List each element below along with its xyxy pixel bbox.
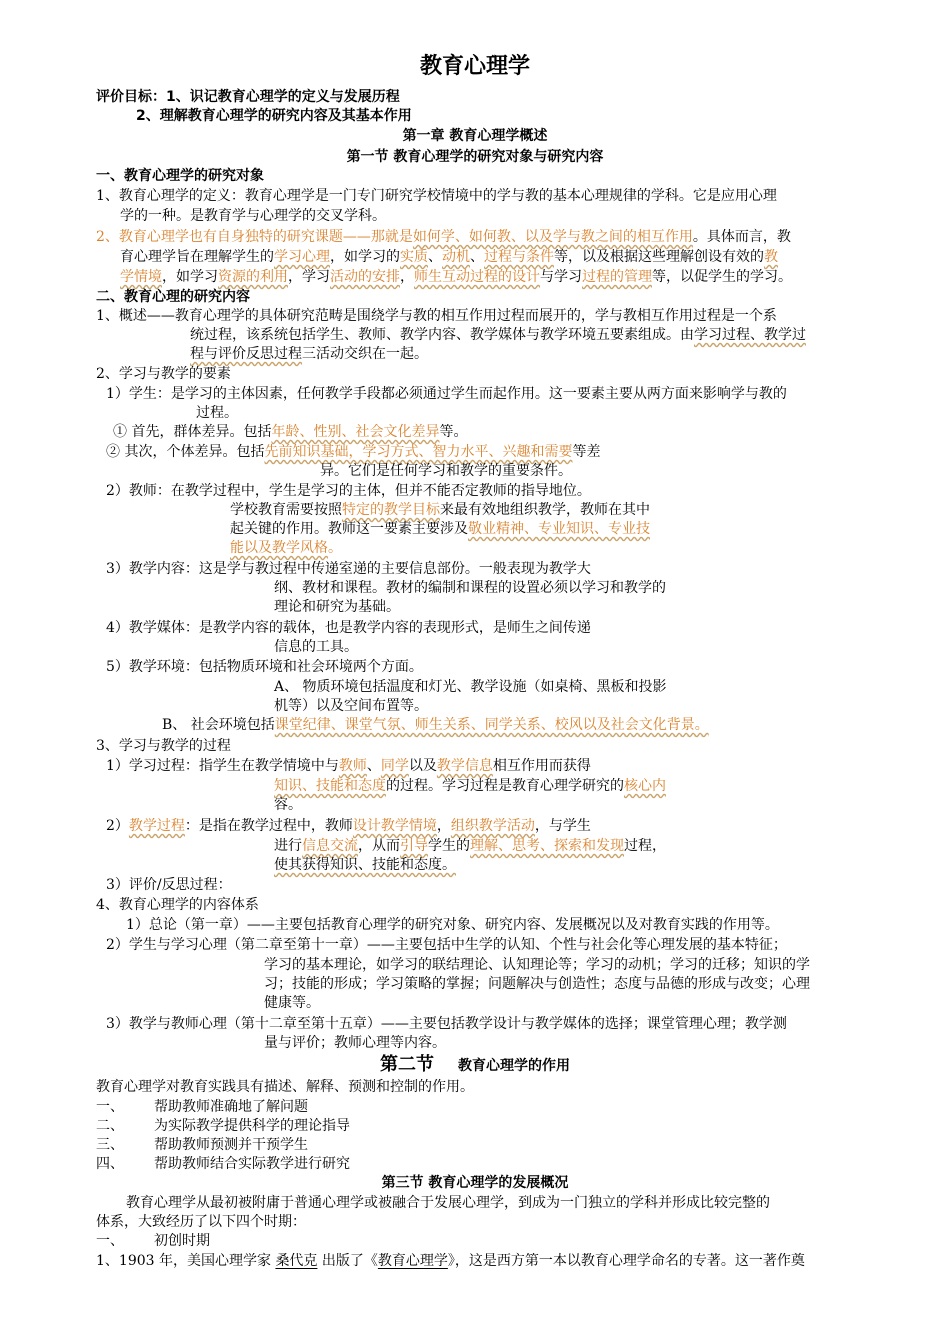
student-line-1: 1）学生：是学习的主体因素，任何教学手段都必须通过学生而起作用。这一要素主要从两方面来影响学与教的 bbox=[106, 386, 787, 402]
content-line-3: 理论和研究为基础。 bbox=[274, 599, 400, 615]
individual-difference-line-1: ② 其次，个体差异。包括先前知识基础，学习方式、智力水平、兴趣和需要等差 bbox=[106, 444, 601, 460]
goal-line-2: 2、理解教育心理学的研究内容及其基本作用 bbox=[136, 108, 412, 124]
content-line-2: 纲、教材和课程。教材的编制和课程的设置必须以学习和教学的 bbox=[274, 580, 666, 596]
media-line-1: 4）教学媒体：是教学内容的载体，也是教学内容的表现形式，是师生之间传递 bbox=[106, 620, 591, 636]
physical-env-line-2: 机等）以及空间布置等。 bbox=[274, 698, 428, 714]
role-item: 一、 帮助教师准确地了解问题 bbox=[96, 1099, 308, 1115]
system-teacher-line-1: 3）教学与教师心理（第十二章至第十五章）——主要包括教学设计与教学媒体的选择；课堂管理心理；教学测 bbox=[106, 1016, 787, 1032]
section-2-title: 第二节 教育心理学的作用 bbox=[380, 1054, 570, 1075]
system-student-line-2: 学习的基本理论，如学习的联结理论、认知理论等；学习的动机；学习的迁移；知识的学 bbox=[264, 957, 810, 973]
heading-2: 二、教育心理的研究内容 bbox=[96, 289, 250, 305]
overview-line-2: 统过程，该系统包括学生、教师、教学内容、教学媒体与教学环境五要素组成。由学习过程、教学过 bbox=[190, 327, 806, 343]
roles-intro: 教育心理学对教育实践具有描述、解释、预测和控制的作用。 bbox=[96, 1079, 474, 1095]
teacher-line-4: 能以及教学风格。 bbox=[230, 540, 342, 556]
topic-line-2: 育心理学旨在理解学生的学习心理，如学习的实质、动机、过程与条件等，以及根据这些理解创设有效的教 bbox=[120, 249, 778, 265]
system-student-line-4: 健康等。 bbox=[264, 995, 320, 1011]
section-title: 第一节 教育心理学的研究对象与研究内容 bbox=[346, 149, 604, 165]
role-item: 三、 帮助教师预测并干预学生 bbox=[96, 1137, 308, 1153]
evaluation-process: 3）评价/反思过程： bbox=[106, 877, 232, 893]
process-heading: 3、学习与教学的过程 bbox=[96, 738, 231, 754]
system-teacher-line-2: 量与评价；教师心理等内容。 bbox=[264, 1035, 446, 1051]
goal-line-1: 评价目标：1、识记教育心理学的定义与发展历程 bbox=[96, 89, 400, 105]
overview-line-1: 1、概述——教育心理学的具体研究范畴是围绕学与教的相互作用过程而展开的，学与教相互作用过程是一个系 bbox=[96, 308, 777, 324]
system-heading: 4、教育心理学的内容体系 bbox=[96, 897, 259, 913]
role-item: 四、 帮助教师结合实际教学进行研究 bbox=[96, 1156, 350, 1172]
topic-line-3: 学情境，如学习资源的利用，学习活动的安排，师生互动过程的设计与学习过程的管理等，以促学生的学习。 bbox=[120, 269, 792, 285]
learning-process-line-1: 1）学习过程：指学生在教学情境中与教师、同学以及教学信息相互作用而获得 bbox=[106, 758, 591, 774]
teaching-process-line-1: 2）教学过程：是指在教学过程中，教师设计教学情境，组织教学活动，与学生 bbox=[106, 818, 591, 834]
teacher-line-3: 起关键的作用。教师这一要素主要涉及敬业精神、专业知识、专业技 bbox=[230, 521, 650, 537]
role-item: 二、 为实际教学提供科学的理论指导 bbox=[96, 1118, 350, 1134]
definition-line-1: 1、教育心理学的定义：教育心理学是一门专门研究学校情境中的学与教的基本心理规律的学科。它是应用心理 bbox=[96, 188, 777, 204]
section-3-title: 第三节 教育心理学的发展概况 bbox=[381, 1175, 569, 1191]
content-line-1: 3）教学内容：这是学与教过程中传递室递的主要信息部份。一般表现为教学大 bbox=[106, 561, 591, 577]
teacher-line-1: 2）教师：在教学过程中，学生是学习的主体，但并不能否定教师的指导地位。 bbox=[106, 483, 591, 499]
teacher-line-2: 学校教育需要按照特定的教学目标来最有效地组织教学，教师在其中 bbox=[230, 502, 650, 518]
system-general: 1）总论（第一章）——主要包括教育心理学的研究对象、研究内容、发展概况以及对教育实践的作用等。 bbox=[126, 917, 779, 933]
environment-line: 5）教学环境：包括物质环境和社会环境两个方面。 bbox=[106, 659, 423, 675]
media-line-2: 信息的工具。 bbox=[274, 639, 358, 655]
page-title: 教育心理学 bbox=[419, 54, 530, 79]
topic-line-1: 2、教育心理学也有自身独特的研究课题——那就是如何学、如何教、以及学与教之间的相互作用。具体而言，教 bbox=[96, 229, 791, 245]
chapter-title: 第一章 教育心理学概述 bbox=[402, 128, 548, 144]
development-line-2: 体系，大致经历了以下四个时期： bbox=[96, 1214, 306, 1230]
elements-heading: 2、学习与教学的要素 bbox=[96, 366, 231, 382]
student-line-2: 过程。 bbox=[196, 405, 238, 421]
physical-env-line-1: A、 物质环境包括温度和灯光、教学设施（如桌椅、黑板和投影 bbox=[274, 679, 667, 695]
period-heading: 一、 初创时期 bbox=[96, 1233, 210, 1249]
individual-difference-line-2: 异。它们是任何学习和教学的重要条件。 bbox=[320, 463, 572, 479]
learning-process-line-3: 容。 bbox=[274, 797, 302, 813]
learning-process-line-2: 知识、技能和态度的过程。学习过程是教育心理学研究的核心内 bbox=[274, 778, 666, 794]
system-student-line-1: 2）学生与学习心理（第二章至第十一章）——主要包括中生学的认知、个性与社会化等心理发展的基本特征； bbox=[106, 937, 787, 953]
thorndike-line: 1、1903 年，美国心理学家 桑代克 出版了《教育心理学》，这是西方第一本以教育心理学命名的专著。这一著作奠 bbox=[96, 1253, 805, 1269]
overview-line-3: 程与评价反思过程三活动交织在一起。 bbox=[190, 346, 428, 362]
system-student-line-3: 习；技能的形成；学习策略的掌握；问题解决与创造性；态度与品德的形成与改变；心理 bbox=[264, 976, 810, 992]
teaching-process-line-2: 进行信息交流，从而引导学生的理解、思考、探索和发现过程， bbox=[274, 838, 666, 854]
development-line-1: 教育心理学从最初被附庸于普通心理学或被融合于发展心理学，到成为一门独立的学科并形成比较完整的 bbox=[126, 1195, 770, 1211]
teaching-process-line-3: 使其获得知识、技能和态度。 bbox=[274, 857, 456, 873]
definition-line-2: 学的一种。是教育学与心理学的交叉学科。 bbox=[120, 208, 386, 224]
heading-1: 一、教育心理学的研究对象 bbox=[96, 168, 264, 184]
group-difference: ① 首先，群体差异。包括年龄、性别、社会文化差异等。 bbox=[113, 424, 468, 440]
social-env-line: B、 社会环境包括课堂纪律、课堂气氛、师生关系、同学关系、校风以及社会文化背景。 bbox=[162, 717, 709, 733]
